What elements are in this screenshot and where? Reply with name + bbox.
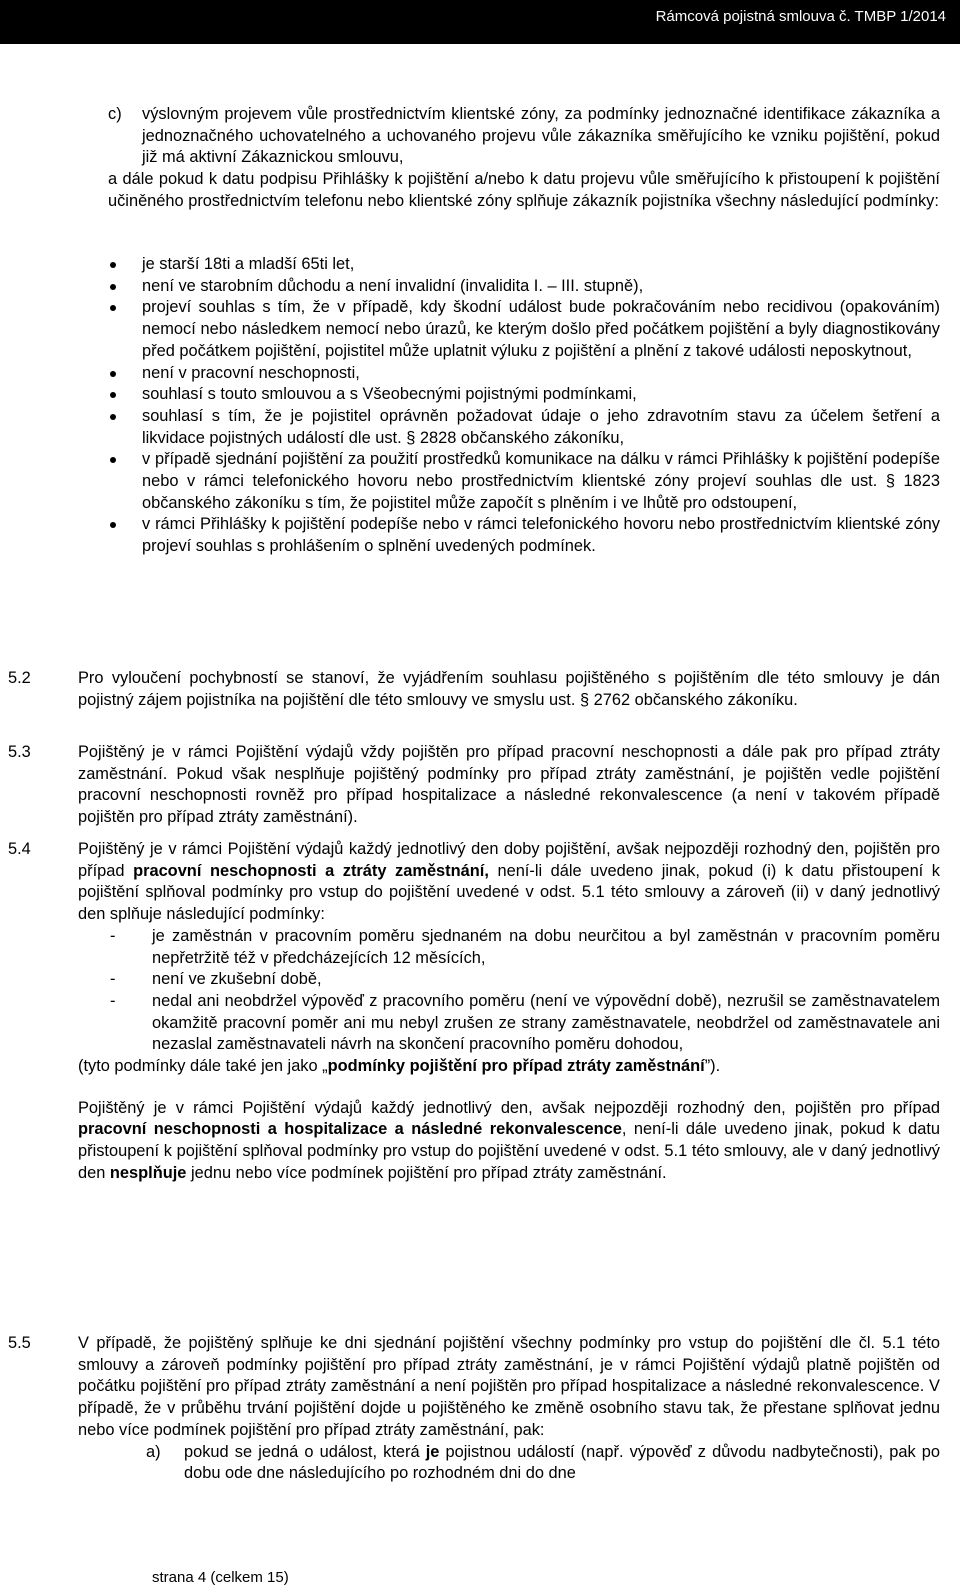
- section-number: 5.5: [8, 1334, 31, 1352]
- document-header: [0, 0, 960, 44]
- text-run: ”).: [704, 1057, 721, 1076]
- section-5-5: [8, 1333, 940, 1485]
- section-5-3: [8, 742, 940, 829]
- bold-run: pracovní neschopnosti a ztráty zaměstnání,: [133, 861, 489, 880]
- list-item: je starší 18ti a mladší 65ti let,: [108, 254, 940, 276]
- conditions-definition: [78, 1056, 940, 1078]
- intro-paragraph: a dále pokud k datu podpisu Přihlášky k pojištění a/nebo k datu projevu vůle směřujícího k přistoupení k pojištění učiněného prostřednictvím telefonu nebo klientské zóny splňuje zákazník pojistníka všechny následující podmínky:: [108, 170, 940, 210]
- list-item: - je zaměstnán v pracovním poměru sjednaném na dobu neurčitou a byl zaměstnán v pracovním poměru nepřetržitě též v předcházejících 12 měsících,: [106, 926, 940, 969]
- section-5-2: [8, 668, 940, 711]
- conditions-list: [108, 254, 940, 558]
- bold-run: nesplňuje: [109, 1163, 187, 1182]
- text-run: , není-li dále uvedeno jinak, pokud k datu přistoupení k pojištění splňoval podmínky pro vstup do pojištění uvedené v odst. 5.1 této smlouvy, ale v daný jednotlivý den: [78, 1120, 941, 1182]
- text-run: jednu nebo více podmínek pojištění pro případ ztráty zaměstnání.: [186, 1163, 667, 1182]
- section-text: [78, 839, 940, 926]
- item-c: [108, 104, 940, 169]
- list-item: není ve starobním důchodu a není invalidní (invalidita I. – III. stupně),: [108, 276, 940, 298]
- subitem-text: [184, 1442, 940, 1485]
- page-number: strana 4 (celkem 15): [152, 1569, 289, 1586]
- text-run: (tyto podmínky dále také jen jako „: [78, 1057, 328, 1076]
- bold-run: pracovní neschopnosti a hospitalizace a následné rekonvalescence: [78, 1120, 622, 1139]
- item-c-text: výslovným projevem vůle prostřednictvím klientské zóny, za podmínky jednoznačné identifikace zákazníka a jednoznačného uchovatelného a uchovaného projevu vůle zákazníka směřujícího ke vzniku pojištění, pokud již má aktivní Zákaznickou smlouvu,: [142, 105, 940, 167]
- list-item: souhlasí s touto smlouvou a s Všeobecnými pojistnými podmínkami,: [108, 384, 940, 406]
- list-item: - není ve zkušební době,: [106, 969, 940, 991]
- section-5-4: [8, 839, 940, 1185]
- list-item: projeví souhlas s tím, že v případě, kdy škodní událost bude pokračováním nebo recidivou (opakováním) nemocí nebo následkem nemocí nebo úrazů, ke kterým došlo před počátkem pojištění a byly diagnostikovány před počátkem pojištění, pojistitel může uplatnit výluku z pojištění a plnění z takové události neposkytnout,: [108, 297, 940, 362]
- list-item: v případě sjednání pojištění za použití prostředků komunikace na dálku v rámci Přihlášky k pojištění podepíše nebo v rámci telefonického hovoru nebo prostřednictvím klientské zóny projeví souhlas dle ust. § 1823 občanského zákoníku s tím, že pojistitel může započít s plněním i ve lhůtě pro odstoupení,: [108, 449, 940, 514]
- employment-conditions: [106, 926, 940, 1056]
- list-item: v rámci Přihlášky k pojištění podepíše nebo v rámci telefonického hovoru nebo prostřednictvím klientské zóny projeví souhlas s prohlášením o splnění uvedených podmínek.: [108, 514, 940, 557]
- text-run: pojistnou událostí (např. výpověď z důvodu nadbytečnosti), pak po dobu ode dne následujícího po rozhodném dni do dne: [184, 1442, 940, 1483]
- text-run: Pojištěný je v rámci Pojištění výdajů každý jednotlivý den, avšak nejpozději rozhodný den, pojištěn pro případ: [78, 1098, 940, 1117]
- text-run: pokud se jedná o událost, která: [184, 1442, 426, 1461]
- bold-run: podmínky pojištění pro případ ztráty zaměstnání: [327, 1057, 705, 1076]
- section-number: 5.2: [8, 669, 31, 687]
- bold-run: je: [425, 1442, 440, 1461]
- list-item: souhlasí s tím, že je pojistitel oprávněn požadovat údaje o jeho zdravotním stavu za účelem šetření a likvidace pojistných událostí dle ust. § 2828 občanského zákoníku,: [108, 406, 940, 449]
- section-text: V případě, že pojištěný splňuje ke dni sjednání pojištění všechny podmínky pro vstup do pojištění dle čl. 5.1 této smlouvy a zároveň podmínky pojištění pro případ ztráty zaměstnání, je v rámci Pojištění výdajů platně pojištěn od počátku pojištění pro případ ztráty zaměstnání a není pojištěn pro případ hospitalizace a následné rekonvalescence. V případě, že v průběhu trvání pojištění dojde u pojištěného ke změně osobního stavu tak, že přestane splňovat jednu nebo více podmínek pojištění pro případ ztráty zaměstnání, pak:: [78, 1334, 940, 1439]
- section-number: 5.3: [8, 743, 31, 761]
- section-number: 5.4: [8, 840, 31, 858]
- list-item: není v pracovní neschopnosti,: [108, 363, 940, 385]
- text-run: není-li dále uvedeno jinak, pokud (i) k datu přistoupení k pojištění splňoval podmínky pro vstup do pojištění uvedené v odst. 5.1 této smlouvy a zároveň (ii) v daný jednotlivý den splňuje následující podmínky:: [78, 861, 941, 924]
- subitem-a: [146, 1442, 940, 1485]
- text-run: Pojištěný je v rámci Pojištění výdajů každý jednotlivý den doby pojištění, avšak nejpozději rozhodný den, pojištěn pro případ: [78, 840, 940, 880]
- subitem-label: a): [146, 1442, 161, 1461]
- item-c-label: c): [108, 105, 122, 123]
- list-item: - nedal ani neobdržel výpověď z pracovního poměru (není ve výpovědní době), nezrušil se zaměstnavatelem okamžitě pracovní poměr ani mu nebyl zrušen ze strany zaměstnavatele, neobdržel od zaměstnavatele ani nezaslal zaměstnavateli návrh na skončení pracovního poměru dohodou,: [106, 991, 940, 1056]
- section-text: Pojištěný je v rámci Pojištění výdajů vždy pojištěn pro případ pracovní neschopnosti a dále pak pro případ ztráty zaměstnání. Pokud však nesplňuje pojištěný podmínky pro případ ztráty zaměstnání, je pojištěn vedle pojištění pracovní neschopnosti rovněž pro případ hospitalizace a následné rekonvalescence (a není v takovém případě pojištěn pro případ ztráty zaměstnání).: [78, 743, 940, 827]
- document-title: Rámcová pojistná smlouva č. TMBP 1/2014: [655, 8, 946, 25]
- section-paragraph-2: [78, 1098, 940, 1185]
- section-text: Pro vyloučení pochybností se stanoví, že vyjádřením souhlasu pojištěného s pojištěním dle této smlouvy je dán pojistný zájem pojistníka na pojištění dle této smlouvy ve smyslu ust. § 2762 občanského zákoníku.: [78, 669, 940, 709]
